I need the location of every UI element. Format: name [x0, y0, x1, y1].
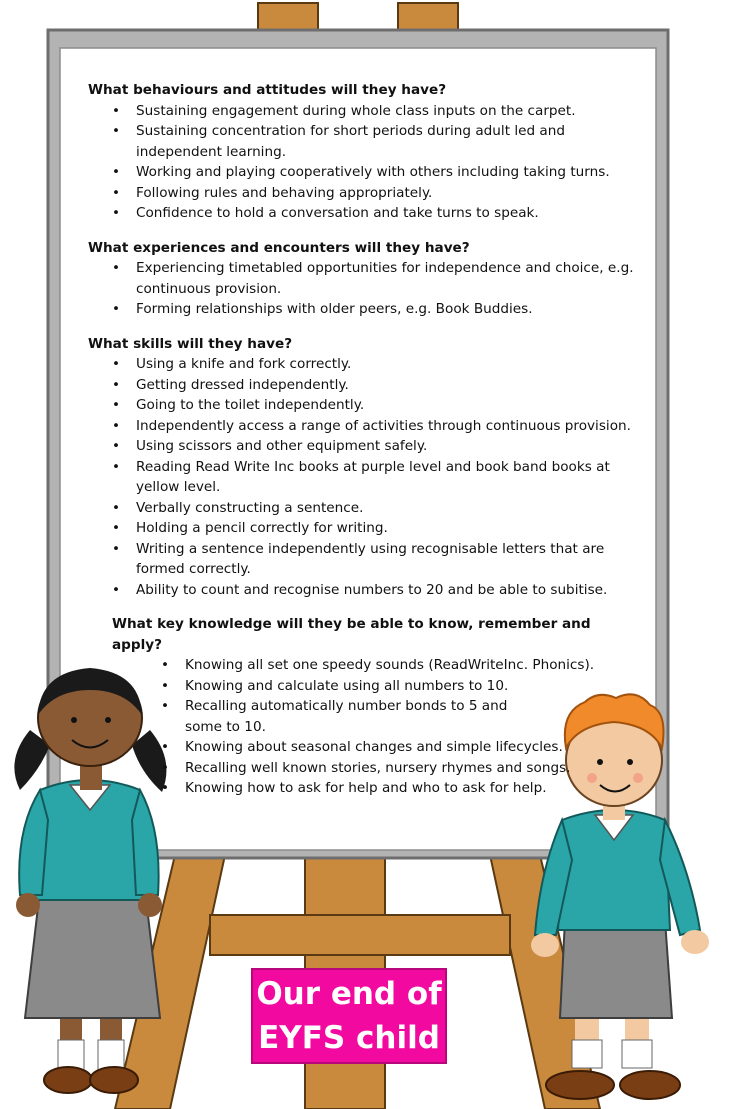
list-item: • Using scissors and other equipment safely.	[136, 436, 638, 457]
section-skills	[88, 334, 638, 601]
bullet-list	[88, 655, 595, 799]
list-item: • Following rules and behaving appropriately.	[136, 183, 638, 204]
list-item: • Ability to count and recognise numbers to 20 and be able to subitise.	[136, 580, 638, 601]
list-item: • Getting dressed independently.	[136, 375, 638, 396]
list-item: • Independently access a range of activities through continuous provision.	[136, 416, 638, 437]
list-item: • Confidence to hold a conversation and take turns to speak.	[136, 203, 638, 224]
list-item: • Recalling automatically number bonds to 5 and some to 10.	[185, 696, 545, 737]
section-heading: What skills will they have?	[88, 335, 293, 352]
section-heading: What experiences and encounters will they have?	[88, 239, 470, 256]
title-line-2: EYFS child	[258, 1020, 440, 1056]
bullet-list	[88, 258, 638, 320]
list-item: • Knowing and calculate using all numbers to 10.	[185, 676, 545, 697]
section-behaviours	[88, 80, 638, 224]
list-item: • Using a knife and fork correctly.	[136, 354, 638, 375]
title-line-1: Our end of	[256, 976, 442, 1012]
list-item: • Writing a sentence independently using recognisable letters that are formed correctly.	[136, 539, 638, 580]
list-item: • Working and playing cooperatively with others including taking turns.	[136, 162, 638, 183]
list-item: • Verbally constructing a sentence.	[136, 498, 638, 519]
list-item: • Knowing about seasonal changes and simple lifecycles.	[185, 737, 605, 758]
list-item: • Reading Read Write Inc books at purple level and book band books at yellow level.	[136, 457, 638, 498]
section-heading: What key knowledge will they be able to know, remember and apply?	[112, 616, 591, 653]
title-text	[256, 972, 441, 1060]
list-item: • Sustaining engagement during whole class inputs on the carpet.	[136, 101, 638, 122]
easel-crossbar	[210, 915, 510, 955]
list-item: • Experiencing timetabled opportunities for independence and choice, e.g. continuous provision.	[136, 258, 638, 299]
section-key-knowledge	[88, 614, 638, 799]
list-item: • Holding a pencil correctly for writing.	[136, 518, 638, 539]
list-item: • Knowing how to ask for help and who to ask for help.	[185, 778, 605, 799]
list-item: • Sustaining concentration for short periods during adult led and independent learning.	[136, 121, 638, 162]
bullet-list	[88, 354, 638, 600]
board-content	[88, 80, 638, 813]
list-item: • Going to the toilet independently.	[136, 395, 638, 416]
title-badge	[251, 968, 447, 1064]
list-item: • Knowing all set one speedy sounds (ReadWriteInc. Phonics).	[185, 655, 605, 676]
section-experiences	[88, 238, 638, 320]
section-heading: What behaviours and attitudes will they have?	[88, 82, 447, 98]
list-item: • Forming relationships with older peers, e.g. Book Buddies.	[136, 299, 638, 320]
bullet-list	[88, 101, 638, 224]
list-item: • Recalling well known stories, nursery rhymes and songs.	[185, 758, 605, 779]
